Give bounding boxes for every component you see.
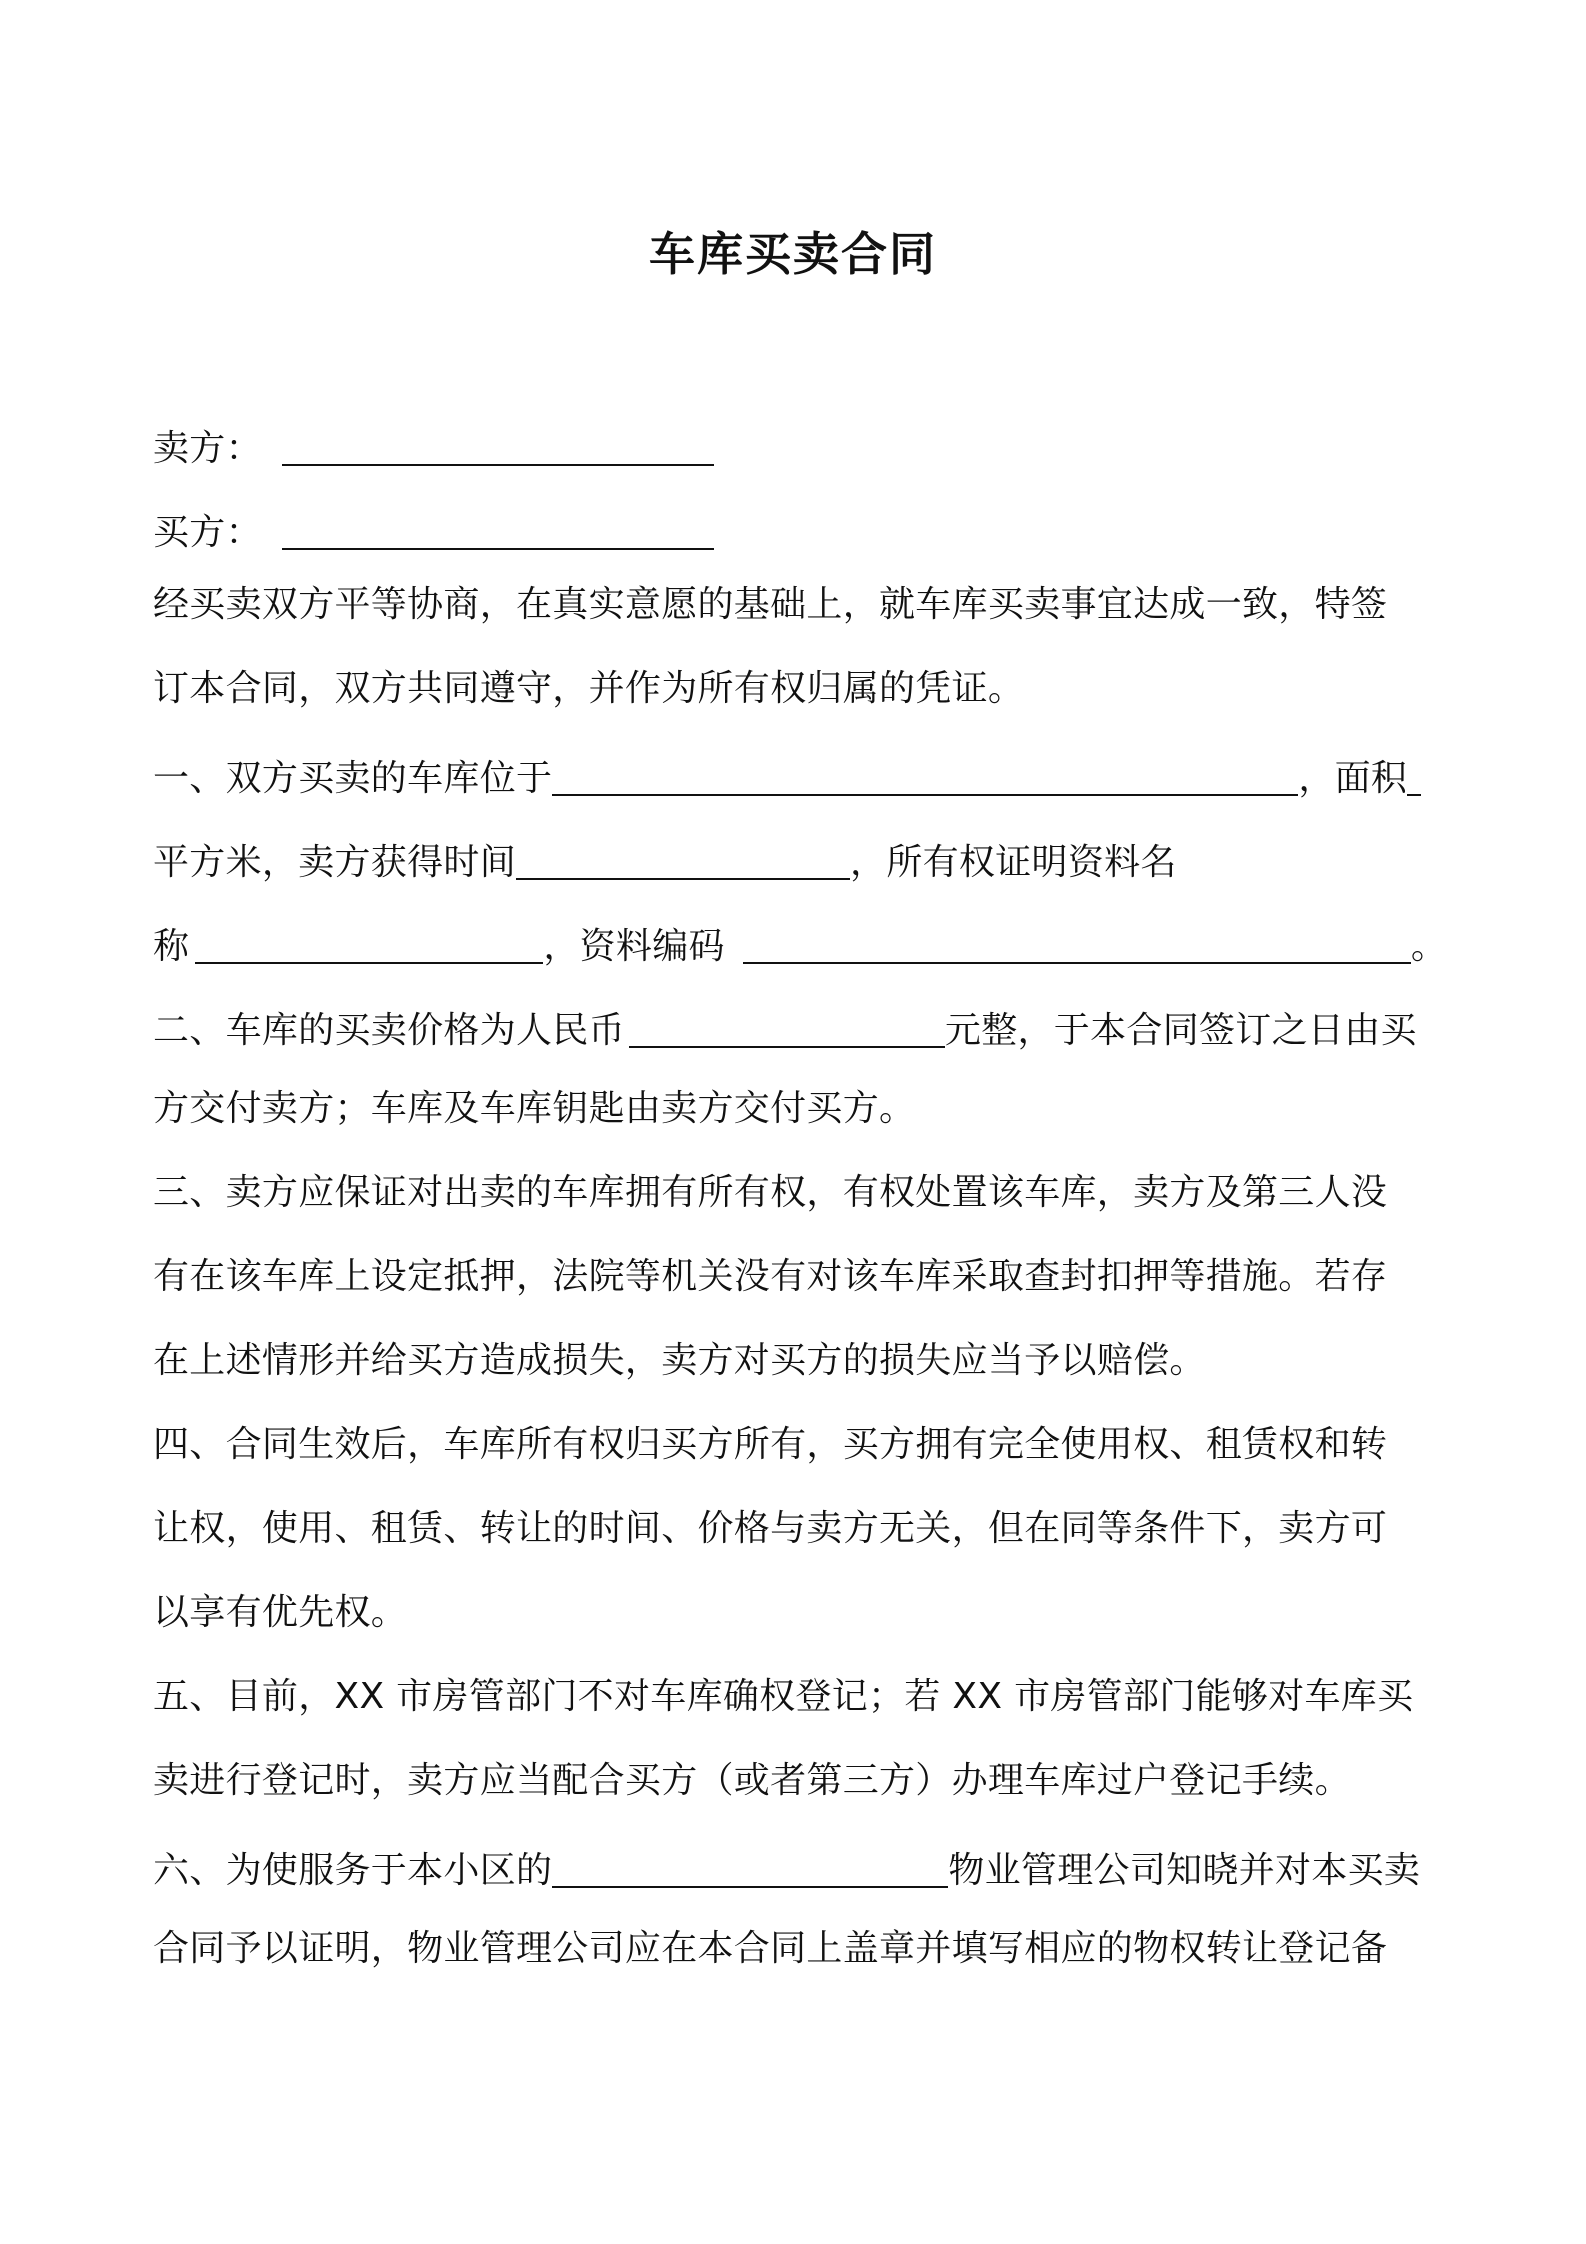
seller-line: [153, 418, 714, 474]
clause3-line-2: 有在该车库上设定抵押，法院等机关没有对该车库采取查封扣押等措施。若存: [153, 1256, 1388, 1297]
clause2-line-2: 方交付卖方；车库及车库钥匙由卖方交付买方。: [153, 1088, 916, 1129]
clause1-line-2: [153, 832, 1177, 888]
acquisition-time-blank[interactable]: [516, 838, 850, 880]
clause3-line-3: 在上述情形并给买方造成损失，卖方对买方的损失应当予以赔偿。: [153, 1340, 1206, 1381]
clause1-line-3: [153, 916, 1447, 972]
clause5-line-2: 卖进行登记时，卖方应当配合买方（或者第三方）办理车库过户登记手续。: [153, 1760, 1351, 1801]
clause6-text-2: 物业管理公司知晓并对本买卖: [948, 1850, 1421, 1891]
clause2-line-1: [153, 1000, 1417, 1056]
seller-blank[interactable]: [282, 424, 714, 466]
clause1-text-3: 平方米，卖方获得时间: [153, 842, 517, 883]
preamble-line-1: 经买卖双方平等协商，在真实意愿的基础上，就车库买卖事宜达成一致，特签: [153, 584, 1388, 625]
clause1-text-5: 称: [153, 926, 190, 967]
clause1-text-7: 。: [1410, 926, 1448, 967]
clause4-line-2: 让权，使用、租赁、转让的时间、价格与卖方无关，但在同等条件下，卖方可: [153, 1508, 1388, 1549]
clause4-line-1: 四、合同生效后，车库所有权归买方所有，买方拥有完全使用权、租赁权和转: [153, 1424, 1388, 1465]
clause5-line-1: 五、目前，XX 市房管部门不对车库确权登记；若 XX 市房管部门能够对车库买: [153, 1676, 1414, 1717]
garage-location-blank[interactable]: [552, 754, 1298, 796]
preamble-line-2: 订本合同，双方共同遵守，并作为所有权归属的凭证。: [153, 668, 1025, 709]
clause1-text-2: ，面积: [1298, 758, 1408, 799]
seller-label: 卖方：: [153, 428, 262, 469]
area-blank[interactable]: [1407, 754, 1421, 796]
clause1-text-6: ，资料编码: [543, 926, 725, 967]
document-name-blank[interactable]: [195, 922, 543, 964]
clause6-text-1: 六、为使服务于本小区的: [153, 1850, 553, 1891]
clause2-text-1: 二、车库的买卖价格为人民币: [153, 1010, 625, 1051]
clause4-line-3: 以享有优先权。: [153, 1592, 408, 1633]
property-company-blank[interactable]: [552, 1846, 948, 1888]
clause1-text-1: 一、双方买卖的车库位于: [153, 758, 553, 799]
buyer-line: [153, 502, 714, 558]
clause1-text-4: ，所有权证明资料名: [850, 842, 1177, 883]
clause2-text-2: 元整，于本合同签订之日由买: [944, 1010, 1417, 1051]
document-title: 车库买卖合同: [649, 227, 937, 281]
document-code-blank[interactable]: [743, 922, 1411, 964]
buyer-label: 买方：: [153, 512, 262, 553]
clause6-line-1: [153, 1840, 1420, 1896]
price-blank[interactable]: [629, 1006, 945, 1048]
clause1-line-1: [153, 748, 1421, 804]
clause3-line-1: 三、卖方应保证对出卖的车库拥有所有权，有权处置该车库，卖方及第三人没: [153, 1172, 1388, 1213]
clause6-line-2: 合同予以证明，物业管理公司应在本合同上盖章并填写相应的物权转让登记备: [153, 1928, 1388, 1969]
buyer-blank[interactable]: [282, 508, 714, 550]
